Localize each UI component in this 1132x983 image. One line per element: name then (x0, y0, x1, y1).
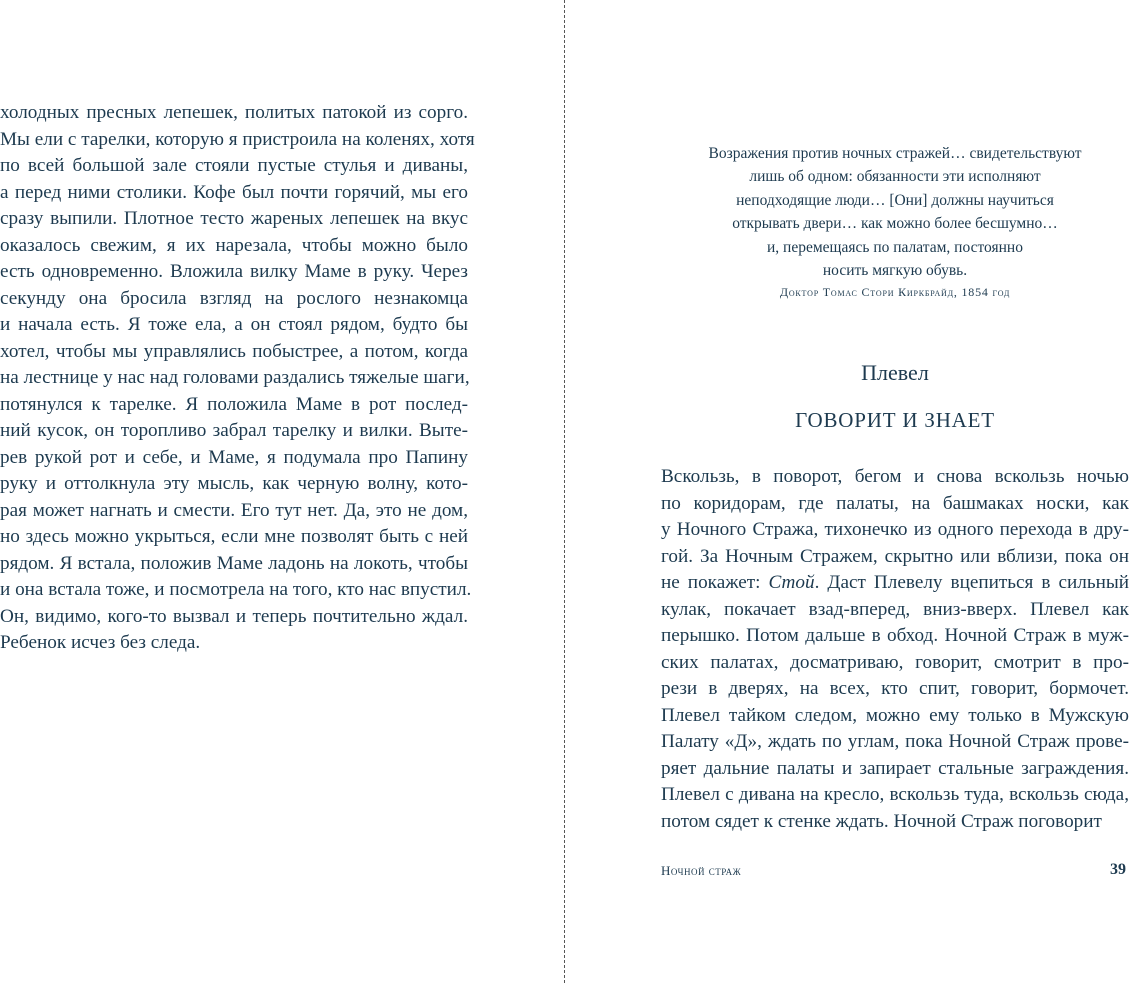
running-head: Ночной страж (661, 863, 742, 878)
text-line (661, 809, 1129, 836)
text-line: Он, видимо, кого-то вызвал и теперь почтительно ждал. (0, 605, 468, 627)
text-line (661, 544, 1129, 571)
text-run: потом сядет к стенке ждать. Ночной Страж поговорит (661, 810, 1102, 832)
text-run: у Ночного Стража, тихонечко из одного перехода в дру- (661, 519, 1129, 540)
right-page-body (661, 464, 1129, 835)
text-line: холодных пресных лепешек, политых патокой из сорго. (0, 102, 468, 123)
text-line (661, 464, 1129, 491)
text-line: оказалось свежим, я их нарезала, чтобы можно было (0, 234, 468, 256)
text-line: рев рукой рот и себе, и Маме, я подумала про Папину (0, 446, 468, 468)
text-line: но здесь можно укрыться, если мне позволят быть с ней (0, 526, 468, 547)
text-run: не покажет: (661, 572, 769, 593)
text-line: Ребенок исчез без следа. (0, 632, 201, 653)
text-run: Плевел с дивана на кресло, вскользь туда, вскользь сюда, (661, 784, 1129, 805)
character-name: Плевел (861, 360, 929, 385)
text-line: а перед ними столики. Кофе был почти горячий, мы его (0, 181, 468, 203)
text-line: рядом. Я встала, положив Маме ладонь на локоть, чтобы (0, 552, 468, 574)
epigraph (661, 142, 1129, 282)
text-line (661, 491, 1129, 518)
text-run: . Даст Плевелу вцепиться в сильный (814, 572, 1130, 593)
text-run: рези в дверях, на всех, кто спит, говорит, бормочет. (661, 678, 1129, 699)
text-line: потянулся к тарелке. Я положила Маме в рот послед- (0, 393, 468, 415)
text-line (661, 650, 1129, 677)
text-line: секунду она бросила взгляд на рослого незнакомца (0, 287, 468, 309)
emphasis-text: Стой (768, 572, 815, 593)
text-run: Вскользь, в поворот, бегом и снова вскользь ночью (661, 466, 1129, 487)
epigraph-line: лишь об одном: обязанности эти исполняют (749, 168, 1041, 186)
epigraph-line: Возражения против ночных стражей… свидетельствуют (708, 145, 1082, 162)
text-run: перышко. Потом дальше в обход. Ночной Страж в муж- (661, 625, 1129, 646)
epigraph-line: и, перемещаясь по палатам, постоянно (767, 238, 1023, 256)
text-run: Плевел тайком следом, можно ему только в Мужскую (661, 704, 1129, 726)
text-line: есть одновременно. Вложила вилку Маме в руку. Через (0, 261, 468, 282)
text-run: Палату «Д», ждать по углам, пока Ночной Страж прове- (661, 731, 1129, 752)
text-line: и она встала тоже, и посмотрела на того, кто нас впустил. (0, 579, 472, 600)
text-line (661, 703, 1129, 730)
text-line: хотел, чтобы мы управлялись побыстрее, а потом, когда (0, 340, 468, 362)
text-line: сразу выпили. Плотное тесто жареных лепешек на вкус (0, 208, 468, 229)
text-line: Мы ели с тарелки, которую я пристроила на коленях, хотя (0, 128, 475, 150)
text-line (661, 517, 1129, 544)
text-line: ний кусок, он торопливо забрал тарелку и вилки. Выте- (0, 420, 468, 441)
text-line: на лестнице у нас над головами раздались тяжелые шаги, (0, 367, 470, 388)
epigraph-author: Доктор Томас Стори Киркбрайд, 1854 год (779, 285, 1011, 299)
text-line (661, 676, 1129, 703)
left-page-text (0, 100, 475, 657)
text-line: по всей большой зале стояли пустые стулья и диваны, (0, 155, 468, 176)
epigraph-line: неподходящие люди… [Они] должны научиться (736, 191, 1054, 209)
epigraph-line: носить мягкую обувь. (822, 262, 968, 280)
page-divider (564, 0, 565, 983)
text-line (661, 782, 1129, 809)
text-line (661, 570, 1129, 597)
text-line (661, 729, 1129, 756)
text-line: и начала есть. Я тоже ела, а он стоял рядом, будто бы (0, 314, 468, 335)
epigraph-line: открывать двери… как можно более бесшумно… (732, 215, 1058, 233)
text-run: ских палатах, досматриваю, говорит, смотрит в про- (661, 651, 1129, 673)
text-run: по коридорам, где палаты, на башмаках носки, как (661, 492, 1129, 514)
chapter-title: ГОВОРИТ И ЗНАЕТ (795, 408, 995, 432)
text-run: ряет дальние палаты и запирает стальные заграждения. (661, 757, 1129, 779)
page-number: 39 (1110, 861, 1126, 878)
text-line (661, 756, 1129, 783)
text-run: кулак, покачает взад-вперед, вниз-вверх. Плевел как (661, 598, 1129, 620)
text-line: рая может нагнать и смести. Его тут нет. Да, это не дом, (0, 499, 468, 521)
text-run: гой. За Ночным Стражем, скрытно или вблизи, пока он (661, 545, 1129, 567)
text-line (661, 597, 1129, 624)
text-line (661, 623, 1129, 650)
text-line: руку и оттолкнула эту мысль, как черную волну, кото- (0, 473, 468, 494)
